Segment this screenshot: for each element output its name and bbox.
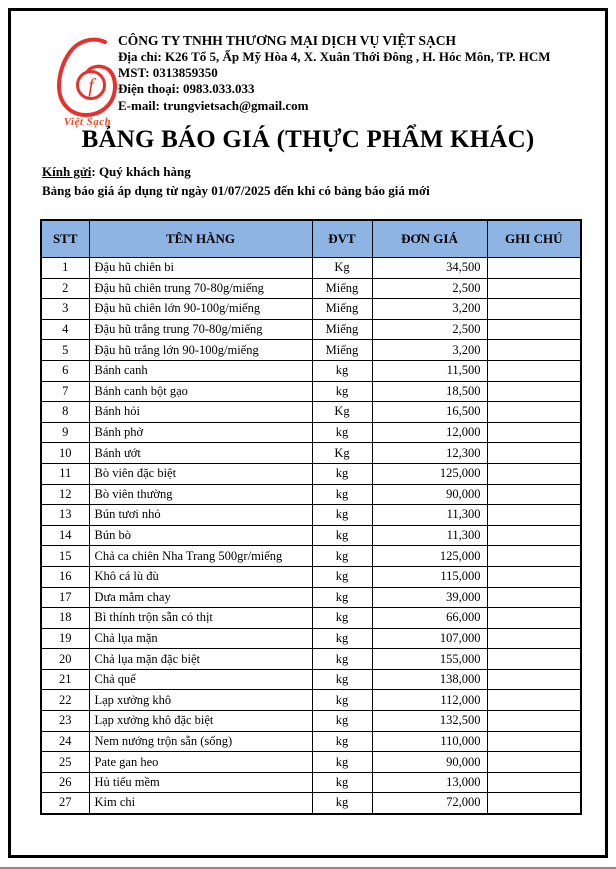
- table-row: [41, 690, 581, 711]
- table-row: [41, 669, 581, 690]
- cell-unit: kg: [312, 608, 372, 629]
- cell-price: 3,200: [372, 340, 487, 361]
- cell-stt: 19: [41, 628, 89, 649]
- cell-unit: kg: [312, 752, 372, 773]
- cell-price: 3,200: [372, 299, 487, 320]
- cell-unit: kg: [312, 690, 372, 711]
- cell-note: [487, 793, 581, 814]
- cell-price: 39,000: [372, 587, 487, 608]
- table-row: [41, 505, 581, 526]
- cell-stt: 11: [41, 463, 89, 484]
- cell-note: [487, 752, 581, 773]
- cell-stt: 26: [41, 772, 89, 793]
- greeting-line: [42, 163, 582, 182]
- cell-name: Đậu hũ chiên bi: [89, 258, 312, 279]
- cell-note: [487, 278, 581, 299]
- cell-stt: 27: [41, 793, 89, 814]
- cell-unit: kg: [312, 772, 372, 793]
- table-row: [41, 422, 581, 443]
- cell-stt: 13: [41, 505, 89, 526]
- cell-name: Nem nướng trộn sẵn (sống): [89, 731, 312, 752]
- cell-price: 12,300: [372, 443, 487, 464]
- table-row: [41, 752, 581, 773]
- cell-price: 155,000: [372, 649, 487, 670]
- cell-name: Kim chi: [89, 793, 312, 814]
- greeting-label: Kính gửi: [42, 164, 92, 179]
- cell-price: 2,500: [372, 278, 487, 299]
- price-table-header: [41, 220, 581, 258]
- cell-note: [487, 731, 581, 752]
- cell-name: Bánh phở: [89, 422, 312, 443]
- table-row: [41, 278, 581, 299]
- table-row: [41, 731, 581, 752]
- table-row: [41, 649, 581, 670]
- cell-note: [487, 628, 581, 649]
- cell-name: Bún bò: [89, 525, 312, 546]
- cell-note: [487, 422, 581, 443]
- cell-unit: kg: [312, 649, 372, 670]
- table-row: [41, 566, 581, 587]
- cell-name: Bún tươi nhỏ: [89, 505, 312, 526]
- cell-note: [487, 319, 581, 340]
- cell-name: Bánh canh bột gạo: [89, 381, 312, 402]
- cell-stt: 5: [41, 340, 89, 361]
- cell-price: 11,500: [372, 360, 487, 381]
- header-note: GHI CHÚ: [487, 220, 581, 258]
- cell-price: 72,000: [372, 793, 487, 814]
- table-row: [41, 793, 581, 814]
- cell-stt: 22: [41, 690, 89, 711]
- cell-stt: 24: [41, 731, 89, 752]
- cell-note: [487, 299, 581, 320]
- header-unit: ĐVT: [312, 220, 372, 258]
- cell-stt: 23: [41, 711, 89, 732]
- cell-unit: kg: [312, 731, 372, 752]
- company-info-block: [118, 32, 598, 114]
- cell-name: Bánh ướt: [89, 443, 312, 464]
- cell-unit: kg: [312, 546, 372, 567]
- cell-unit: kg: [312, 566, 372, 587]
- cell-price: 18,500: [372, 381, 487, 402]
- cell-name: Chả lụa mặn: [89, 628, 312, 649]
- company-name: CÔNG TY TNHH THƯƠNG MẠI DỊCH VỤ VIỆT SẠCH: [118, 33, 457, 48]
- cell-name: Chả lụa mặn đặc biệt: [89, 649, 312, 670]
- cell-name: Bò viên thường: [89, 484, 312, 505]
- egg-logo-icon: [55, 36, 121, 118]
- cell-unit: kg: [312, 463, 372, 484]
- company-phone: Điện thoại: 0983.033.033: [118, 81, 255, 97]
- cell-note: [487, 649, 581, 670]
- cell-unit: kg: [312, 525, 372, 546]
- table-row: [41, 402, 581, 423]
- table-row: [41, 258, 581, 279]
- cell-name: Hủ tiếu mềm: [89, 772, 312, 793]
- cell-unit: Kg: [312, 402, 372, 423]
- cell-price: 34,500: [372, 258, 487, 279]
- company-tax-code: MST: 0313859350: [118, 65, 218, 81]
- price-table: [40, 219, 582, 815]
- table-row: [41, 340, 581, 361]
- table-row: [41, 484, 581, 505]
- cell-unit: kg: [312, 628, 372, 649]
- table-row: [41, 443, 581, 464]
- cell-stt: 1: [41, 258, 89, 279]
- cell-stt: 10: [41, 443, 89, 464]
- cell-note: [487, 525, 581, 546]
- cell-note: [487, 463, 581, 484]
- company-logo: [50, 36, 125, 132]
- cell-price: 112,000: [372, 690, 487, 711]
- cell-unit: Miếng: [312, 340, 372, 361]
- cell-stt: 4: [41, 319, 89, 340]
- cell-stt: 25: [41, 752, 89, 773]
- cell-note: [487, 608, 581, 629]
- cell-unit: Kg: [312, 258, 372, 279]
- document-title: BẢNG BÁO GIÁ (THỰC PHẨM KHÁC): [81, 126, 535, 153]
- cell-unit: Kg: [312, 443, 372, 464]
- cell-unit: kg: [312, 422, 372, 443]
- table-row: [41, 546, 581, 567]
- cell-name: Lạp xưởng khô: [89, 690, 312, 711]
- cell-name: Dưa mắm chay: [89, 587, 312, 608]
- cell-note: [487, 546, 581, 567]
- cell-note: [487, 402, 581, 423]
- cell-stt: 7: [41, 381, 89, 402]
- cell-stt: 20: [41, 649, 89, 670]
- cell-unit: kg: [312, 669, 372, 690]
- table-row: [41, 525, 581, 546]
- cell-note: [487, 443, 581, 464]
- cell-stt: 14: [41, 525, 89, 546]
- header-price: ĐƠN GIÁ: [372, 220, 487, 258]
- cell-name: Chả ca chiên Nha Trang 500gr/miếng: [89, 546, 312, 567]
- cell-stt: 17: [41, 587, 89, 608]
- cell-price: 2,500: [372, 319, 487, 340]
- cell-price: 12,000: [372, 422, 487, 443]
- cell-name: Pate gan heo: [89, 752, 312, 773]
- cell-unit: kg: [312, 484, 372, 505]
- table-row: [41, 381, 581, 402]
- cell-unit: kg: [312, 587, 372, 608]
- table-row: [41, 360, 581, 381]
- cell-unit: Miếng: [312, 319, 372, 340]
- cell-note: [487, 690, 581, 711]
- cell-price: 110,000: [372, 731, 487, 752]
- cell-note: [487, 340, 581, 361]
- cell-name: Khô cá lù đù: [89, 566, 312, 587]
- cell-unit: Miếng: [312, 299, 372, 320]
- cell-stt: 21: [41, 669, 89, 690]
- cell-price: 66,000: [372, 608, 487, 629]
- table-row: [41, 772, 581, 793]
- cell-note: [487, 258, 581, 279]
- cell-stt: 6: [41, 360, 89, 381]
- cell-note: [487, 566, 581, 587]
- cell-stt: 15: [41, 546, 89, 567]
- company-address: Địa chỉ: K26 Tổ 5, Ấp Mỹ Hòa 4, X. Xuân Thới Đông , H. Hóc Môn, TP. HCM: [118, 49, 551, 64]
- cell-note: [487, 669, 581, 690]
- cell-price: 90,000: [372, 752, 487, 773]
- cell-price: 115,000: [372, 566, 487, 587]
- cell-name: Bò viên đặc biệt: [89, 463, 312, 484]
- cell-note: [487, 711, 581, 732]
- cell-unit: kg: [312, 381, 372, 402]
- cell-name: Chả quế: [89, 669, 312, 690]
- cell-stt: 8: [41, 402, 89, 423]
- table-row: [41, 587, 581, 608]
- cell-stt: 3: [41, 299, 89, 320]
- cell-note: [487, 484, 581, 505]
- table-row: [41, 711, 581, 732]
- table-row: [41, 299, 581, 320]
- cell-name: Bánh canh: [89, 360, 312, 381]
- validity-line: Bảng báo giá áp dụng từ ngày 01/07/2025 đến khi có bảng báo giá mới: [42, 182, 430, 198]
- cell-unit: kg: [312, 360, 372, 381]
- cell-note: [487, 587, 581, 608]
- greeting-recipient: : Quý khách hàng: [91, 164, 191, 179]
- cell-price: 125,000: [372, 546, 487, 567]
- cell-name: Đậu hũ chiên lớn 90-100g/miếng: [89, 299, 312, 320]
- cell-stt: 9: [41, 422, 89, 443]
- cell-price: 138,000: [372, 669, 487, 690]
- table-row: [41, 628, 581, 649]
- header-name: TÊN HÀNG: [89, 220, 312, 258]
- cell-unit: kg: [312, 505, 372, 526]
- cell-name: Đậu hũ trắng lớn 90-100g/miếng: [89, 340, 312, 361]
- cell-note: [487, 360, 581, 381]
- cell-name: Bánh hỏi: [89, 402, 312, 423]
- logo-caption: Việt Sạch: [63, 116, 112, 128]
- cell-note: [487, 505, 581, 526]
- svg-text:f: f: [87, 75, 94, 97]
- cell-stt: 16: [41, 566, 89, 587]
- price-table-body: [41, 258, 581, 814]
- cell-stt: 18: [41, 608, 89, 629]
- cell-name: Lạp xưởng khô đặc biệt: [89, 711, 312, 732]
- cell-price: 125,000: [372, 463, 487, 484]
- cell-name: Đậu hũ trắng trung 70-80g/miếng: [89, 319, 312, 340]
- header-stt: STT: [41, 220, 89, 258]
- cell-price: 107,000: [372, 628, 487, 649]
- cell-price: 132,500: [372, 711, 487, 732]
- cell-price: 13,000: [372, 772, 487, 793]
- cell-note: [487, 772, 581, 793]
- table-row: [41, 608, 581, 629]
- cell-unit: kg: [312, 711, 372, 732]
- cell-stt: 2: [41, 278, 89, 299]
- table-row: [41, 319, 581, 340]
- cell-price: 11,300: [372, 505, 487, 526]
- cell-unit: kg: [312, 793, 372, 814]
- cell-price: 11,300: [372, 525, 487, 546]
- cell-note: [487, 381, 581, 402]
- company-email: E-mail: trungvietsach@gmail.com: [118, 97, 309, 113]
- cell-price: 16,500: [372, 402, 487, 423]
- greeting-block: [42, 163, 582, 200]
- cell-unit: Miếng: [312, 278, 372, 299]
- table-row: [41, 463, 581, 484]
- cell-name: Đậu hũ chiên trung 70-80g/miếng: [89, 278, 312, 299]
- cell-price: 90,000: [372, 484, 487, 505]
- cell-stt: 12: [41, 484, 89, 505]
- cell-name: Bì thính trộn sẵn có thịt: [89, 608, 312, 629]
